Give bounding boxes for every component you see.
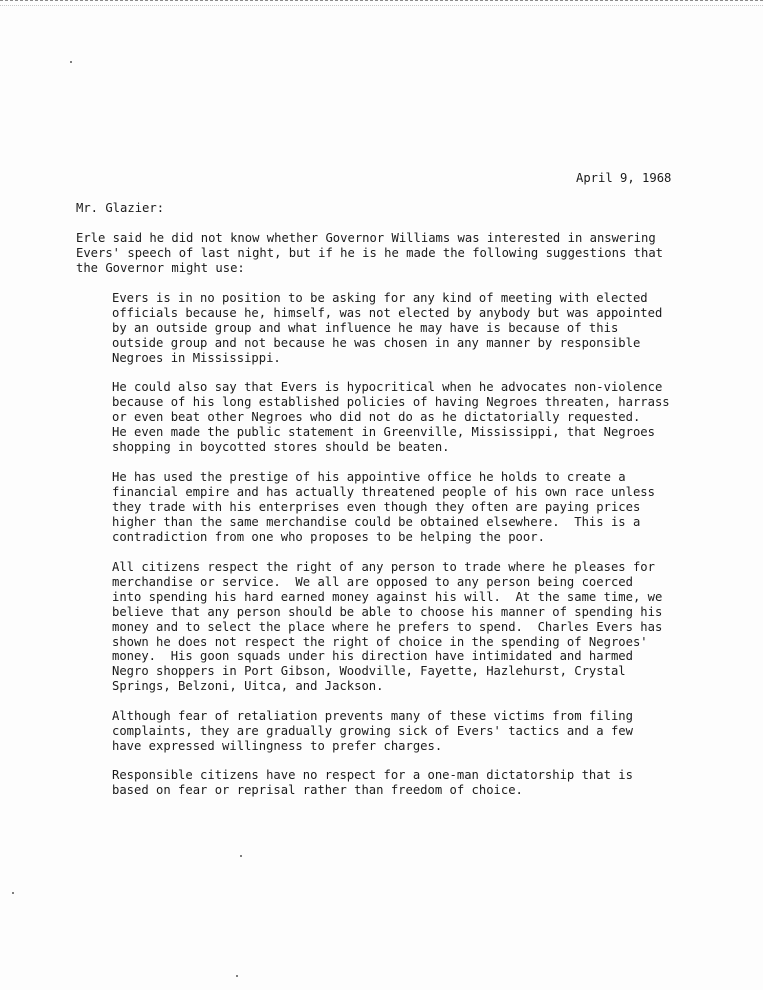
letter-salutation: Mr. Glazier:: [76, 201, 165, 215]
page-speck: [70, 61, 72, 63]
suggestion-paragraph-5: Although fear of retaliation prevents many of these victims from filing complaints, they are gradually growing sick of Evers' tactics and a few have expressed willingness to prefer charges.: [112, 709, 633, 753]
suggestion-paragraph-3: He has used the prestige of his appointive office he holds to create a financial empire and has actually threatened people of his own race unless they trade with his enterprises even though they often are paying prices higher than the same merchandise could be obtained elsewhere. This is a contradiction from one who proposes to be helping the poor.: [112, 470, 655, 544]
page-speck: [236, 975, 238, 977]
suggestion-paragraph-4: All citizens respect the right of any person to trade where he pleases for merchandise or service. We all are opposed to any person being coerced into spending his hard earned money against his will. At the same time, we believe that any person should be able to choose his manner of spending his money and to select the place where he prefers to spend. Charles Evers has shown he does not respect the right of choice in the spending of Negroes' money. His goon squads under his direction have intimidated and harmed Negro shoppers in Port Gibson, Woodville, Fayette, Hazlehurst, Crystal Springs, Belzoni, Uitca, and Jackson.: [112, 560, 663, 694]
suggestion-paragraph-2: He could also say that Evers is hypocritical when he advocates non-violence because of his long established policies of having Negroes threaten, harrass or even beat other Negroes who did not do as he dictatorially requested. He even made the public statement in Greenville, Mississippi, that Negroes shopping in boycotted stores should be beaten.: [112, 380, 670, 454]
page-speck: [240, 855, 242, 857]
letter-date: April 9, 1968: [576, 171, 672, 185]
suggestion-paragraph-6: Responsible citizens have no respect for a one-man dictatorship that is based on fear or reprisal rather than freedom of choice.: [112, 768, 633, 797]
page-speck: [12, 892, 14, 894]
page-top-edge: [0, 0, 763, 6]
suggestion-paragraph-1: Evers is in no position to be asking for any kind of meeting with elected officials because he, himself, was not elected by anybody but was appointed by an outside group and what influence he may have is because of this outside group and not because he was chosen in any manner by responsible Negroes in Mississippi.: [112, 291, 663, 365]
intro-paragraph: Erle said he did not know whether Governor Williams was interested in answering Evers' speech of last night, but if he is he made the following suggestions that the Governor might use:: [76, 231, 663, 275]
